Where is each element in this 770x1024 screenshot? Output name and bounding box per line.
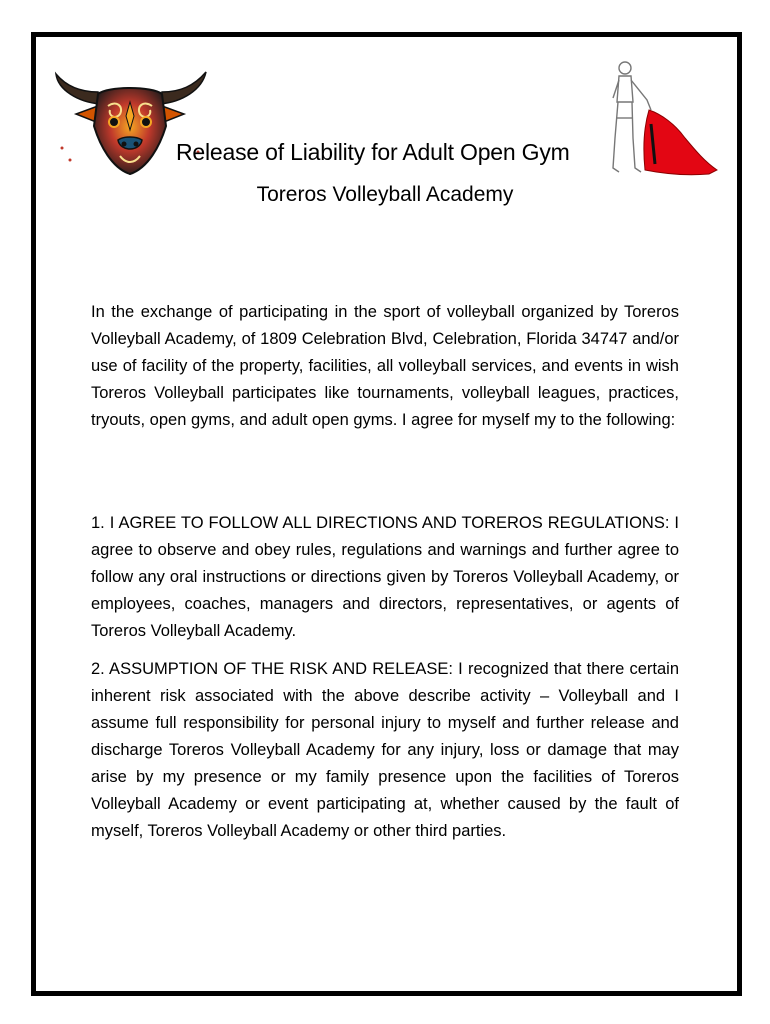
clause-1-paragraph: 1. I AGREE TO FOLLOW ALL DIRECTIONS AND TOREROS REGULATIONS: I agree to observe and obey rules, regulations and warnings and further agree to follow any oral instructions or directions given by Toreros Volleyball Academy, or employees, coaches, managers and directors, representatives, or agents of Toreros Volleyball Academy. xyxy=(91,514,679,640)
document-subtitle xyxy=(0,180,770,210)
document-title: Release of Liability for Adult Open Gym xyxy=(176,139,570,165)
clause-2-paragraph: 2. ASSUMPTION OF THE RISK AND RELEASE: I recognized that there certain inherent risk associated with the above describe activity – Volleyball and I assume full responsibility for personal injury to myself and further release and discharge Toreros Volleyball Academy for any injury, loss or damage that may arise by my presence or my family presence upon the facilities of Toreros Volleyball Academy or event participating at, whether caused by the fault of myself, Toreros Volleyball Academy or other third parties. xyxy=(91,660,679,840)
subtitle-text: Toreros Volleyball Academy xyxy=(256,183,514,206)
intro-paragraph: In the exchange of participating in the sport of volleyball organized by Toreros Volleyball Academy, of 1809 Celebration Blvd, Celebration, Florida 34747 and/or use of facility of the property, facilities, all volleyball services, and events in wish Toreros Volleyball participates like tournaments, volleyball leagues, practices, tryouts, open gyms, and adult open gyms. I agree for myself my to the following: xyxy=(91,303,679,429)
matador-cape-icon xyxy=(605,58,721,180)
